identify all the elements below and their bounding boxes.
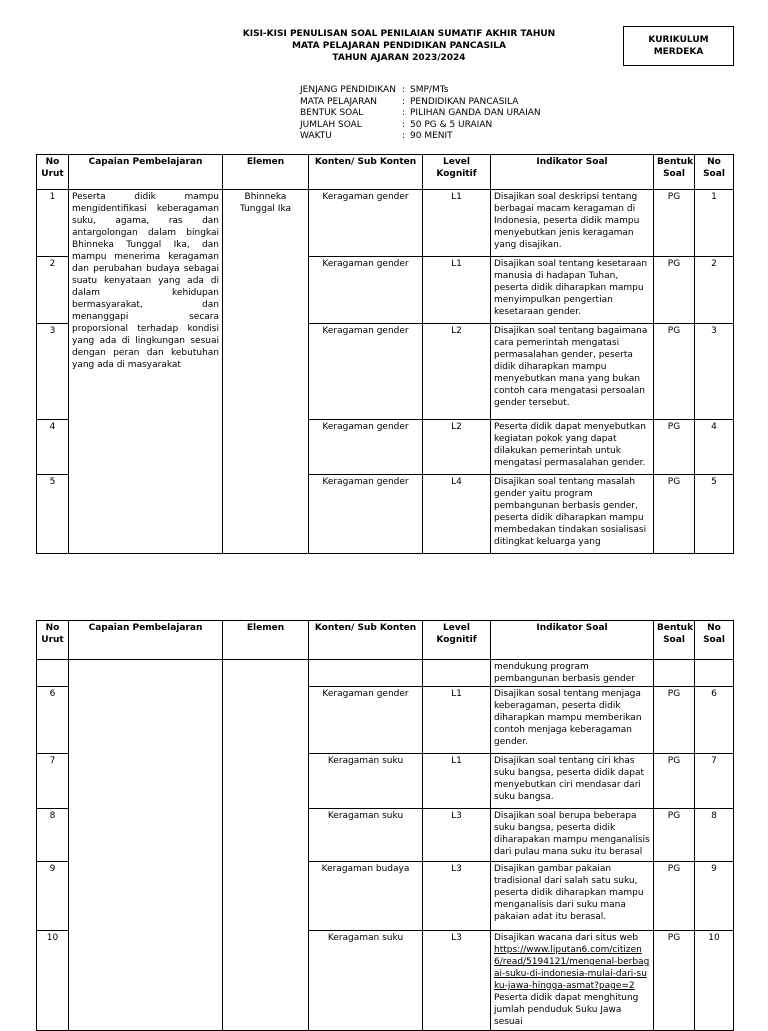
row-no: 3 [37,324,69,420]
indikator-suffix: Peserta didik dapat menghitung jumlah penduduk Suku Jawa sesuai [494,993,639,1027]
indikator-cell: Disajikan soal tentang ciri khas suku bangsa, peserta didik dapat menyebutkan ciri mendasar dari suku bangsa. [491,754,654,809]
row-no: 8 [37,809,69,862]
col-bentuk: Bentuk Soal [654,621,695,660]
level-cell: L3 [423,931,491,1031]
badge-line-2: MERDEKA [653,47,704,57]
meta-row [300,97,541,109]
bentuk-cell: PG [654,324,695,420]
table-row-continued [37,660,734,687]
capaian-cell: Peserta didik mampu mengidentifikasi keberagaman suku, agama, ras dan antargolongan dalam bingkai Bhinneka Tunggal Ika, dan mampu menerima keragaman dan perubahan budaya sebagai suatu kenyataan yang ada di dalam kehidupan bermasyarakat, dan menanggapi secara proporsional terhadap kondisi yang ada di lingkungan sesuai dengan peran dan kebutuhan yang ada di masyarakat [69,190,223,554]
soal-cell: 10 [695,931,734,1031]
level-cell: L2 [423,324,491,420]
col-level: Level Kognitif [423,155,491,190]
meta-value: 50 PG & 5 URAIAN [410,119,493,130]
elemen-cell [223,660,309,1031]
col-no-urut: No Urut [37,155,69,190]
indikator-cell: mendukung program pembangunan berbasis gender [491,660,654,687]
row-no: 5 [37,475,69,554]
meta-sep: : [402,108,406,118]
meta-row [300,108,541,120]
bentuk-cell: PG [654,257,695,324]
meta-label: JENJANG PENDIDIKAN [300,85,396,95]
grid-table-1 [36,154,734,554]
grid-table-2 [36,620,734,1031]
col-no-soal: No Soal [695,155,734,190]
col-bentuk: Bentuk Soal [654,155,695,190]
meta-row [300,120,541,132]
meta-row [300,85,541,97]
soal-cell: 4 [695,420,734,475]
konten-cell: Keragaman suku [309,809,423,862]
bentuk-cell: PG [654,475,695,554]
table-header-row [37,155,734,190]
bentuk-cell: PG [654,190,695,257]
document-title [190,28,608,64]
curriculum-badge [623,26,734,66]
level-cell: L1 [423,190,491,257]
row-no: 7 [37,754,69,809]
col-konten: Konten/ Sub Konten [309,155,423,190]
soal-cell: 3 [695,324,734,420]
bentuk-cell: PG [654,931,695,1031]
indikator-cell: Peserta didik dapat menyebutkan kegiatan pokok yang dapat dilakukan pemerintah untuk mengatasi permasalahan gender. [491,420,654,475]
bentuk-cell: PG [654,754,695,809]
level-cell: L1 [423,257,491,324]
meta-sep: : [402,96,406,107]
level-cell: L3 [423,862,491,931]
level-cell: L3 [423,809,491,862]
konten-cell: Keragaman gender [309,420,423,475]
col-capaian: Capaian Pembelajaran [69,621,223,660]
meta-label: MATA PELAJARAN [300,96,377,107]
row-no [37,660,69,687]
level-cell [423,660,491,687]
konten-cell: Keragaman gender [309,324,423,420]
meta-value: 90 MENIT [410,131,453,141]
meta-value: PILIHAN GANDA DAN URAIAN [410,108,541,118]
level-cell: L1 [423,754,491,809]
row-no: 6 [37,687,69,754]
indikator-cell [491,931,654,1031]
indikator-cell: Disajikan sosal tentang menjaga keberagaman, peserta didik diharapkan mampu memberikan contoh menjaga keberagaman gender. [491,687,654,754]
meta-label: JUMLAH SOAL [300,119,362,130]
soal-cell: 5 [695,475,734,554]
indikator-cell: Disajikan soal tentang masalah gender yaitu program pembangunan berbasis gender, peserta didik diharapkan mampu membedakan tindakan sosialisasi ditingkat keluarga yang [491,475,654,554]
col-konten: Konten/ Sub Konten [309,621,423,660]
col-no-urut: No Urut [37,621,69,660]
col-indikator: Indikator Soal [491,155,654,190]
col-capaian: Capaian Pembelajaran [69,155,223,190]
row-no: 2 [37,257,69,324]
soal-cell: 2 [695,257,734,324]
meta-sep: : [402,119,406,130]
soal-cell: 9 [695,862,734,931]
meta-value: PENDIDIKAN PANCASILA [410,96,519,107]
title-line-2: MATA PELAJARAN PENDIDIKAN PANCASILA [292,41,506,51]
row-no: 9 [37,862,69,931]
konten-cell [309,660,423,687]
bentuk-cell: PG [654,420,695,475]
badge-line-1: KURIKULUM [648,35,709,45]
indikator-prefix: Disajikan wacana dari situs web [494,933,639,943]
title-line-3: TAHUN AJARAN 2023/2024 [332,53,466,63]
konten-cell: Keragaman gender [309,687,423,754]
bentuk-cell: PG [654,862,695,931]
table-header-row [37,621,734,660]
row-no: 10 [37,931,69,1031]
konten-cell: Keragaman suku [309,931,423,1031]
row-no: 4 [37,420,69,475]
indikator-cell: Disajikan soal tentang kesetaraan manusia di hadapan Tuhan, peserta didik diharapkan mampu menyimpulkan pengertian kesetaraan gender. [491,257,654,324]
soal-cell: 7 [695,754,734,809]
konten-cell: Keragaman suku [309,754,423,809]
col-elemen: Elemen [223,155,309,190]
elemen-cell: Bhinneka Tunggal Ika [223,190,309,554]
exam-meta [300,85,541,143]
soal-cell: 8 [695,809,734,862]
konten-cell: Keragaman budaya [309,862,423,931]
meta-value: SMP/MTs [410,85,449,95]
meta-sep: : [402,131,406,141]
indikator-cell: Disajikan gambar pakaian tradisional dari salah satu suku, peserta didik diharapkan mampu menganalisis dari suku mana pakaian adat itu berasal. [491,862,654,931]
indikator-cell: Disajikan soal deskripsi tentang berbagai macam keragaman di Indonesia, peserta didik mampu menyebutkan jenis keragaman yang disajikan. [491,190,654,257]
bentuk-cell [654,660,695,687]
col-indikator: Indikator Soal [491,621,654,660]
konten-cell: Keragaman gender [309,475,423,554]
col-no-soal: No Soal [695,621,734,660]
table-row [37,190,734,257]
meta-row [300,131,541,143]
konten-cell: Keragaman gender [309,257,423,324]
level-cell: L2 [423,420,491,475]
bentuk-cell: PG [654,809,695,862]
soal-cell: 6 [695,687,734,754]
level-cell: L4 [423,475,491,554]
soal-cell [695,660,734,687]
capaian-cell [69,660,223,1031]
indikator-cell: Disajikan soal tentang bagaimana cara pemerintah mengatasi permasalahan gender, peserta didik diharapkan mampu menyebutkan mana yang bukan contoh cara mengatasi persoalan gender tersebut. [491,324,654,420]
col-level: Level Kognitif [423,621,491,660]
meta-label: WAKTU [300,131,332,141]
soal-cell: 1 [695,190,734,257]
level-cell: L1 [423,687,491,754]
meta-sep: : [402,85,406,95]
col-elemen: Elemen [223,621,309,660]
row-no: 1 [37,190,69,257]
meta-label: BENTUK SOAL [300,108,364,118]
bentuk-cell: PG [654,687,695,754]
title-line-1: KISI-KISI PENULISAN SOAL PENILAIAN SUMATIF AKHIR TAHUN [242,29,556,39]
source-link[interactable]: https://www.liputan6.com/citizen6/read/5194121/mengenal-berbagai-suku-di-indonesia-mulai-dari-suku-jawa-hingga-asmat?page=2 [494,945,650,991]
konten-cell: Keragaman gender [309,190,423,257]
indikator-cell: Disajikan soal berupa beberapa suku bangsa, peserta didik diharapakan mampu menganalisis dari pulau mana suku itu berasal [491,809,654,862]
